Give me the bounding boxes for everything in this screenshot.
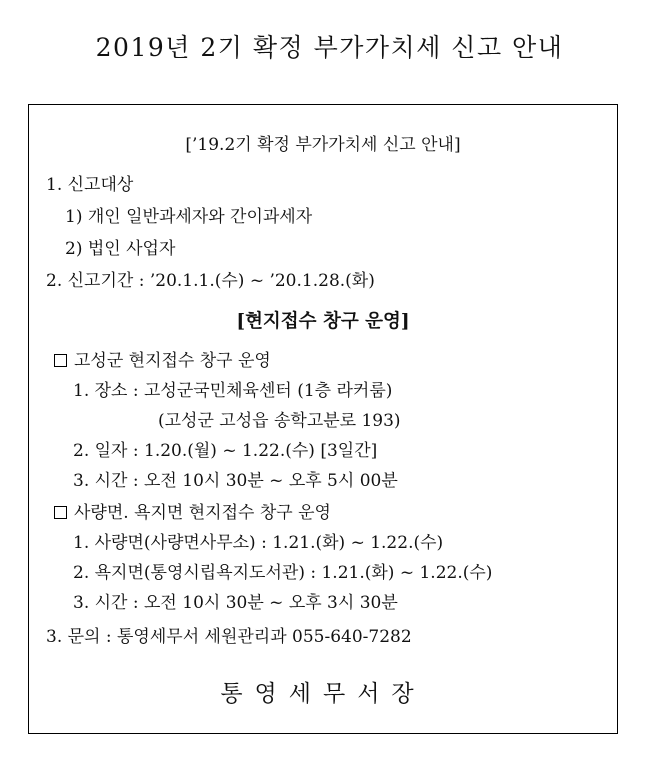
yokji-item: 2. 욕지면(통영시립욕지도서관) : 1.21.(화) ~ 1.22.(수) <box>73 563 493 583</box>
goseong-dates: 2. 일자 : 1.20.(월) ~ 1.22.(수) [3일간] <box>73 441 378 461</box>
notice-box <box>28 104 618 734</box>
saryang-heading <box>54 503 331 523</box>
onsite-heading: [현지접수 창구 운영] <box>236 311 410 332</box>
goseong-heading-text: 고성군 현지접수 창구 운영 <box>74 351 271 371</box>
target-item-individual: 1) 개인 일반과세자와 간이과세자 <box>65 207 313 227</box>
section-target-heading: 1. 신고대상 <box>46 175 134 195</box>
office-signature: 통영세무서장 <box>220 681 426 707</box>
target-item-corporate: 2) 법인 사업자 <box>65 239 176 259</box>
goseong-place: 1. 장소 : 고성군국민체육센터 (1층 라커룸) <box>73 381 393 401</box>
saryang-item: 1. 사량면(사량면사무소) : 1.21.(화) ~ 1.22.(수) <box>73 533 444 553</box>
page-title: 2019년 2기 확정 부가가치세 신고 안내 <box>95 33 564 62</box>
notice-subtitle: [’19.2기 확정 부가가치세 신고 안내] <box>185 135 461 155</box>
saryang-heading-text: 사량면. 욕지면 현지접수 창구 운영 <box>74 503 331 523</box>
checkbox-square-icon <box>54 506 67 519</box>
checkbox-square-icon <box>54 354 67 367</box>
goseong-heading <box>54 351 271 371</box>
goseong-address: (고성군 고성읍 송학고분로 193) <box>158 411 401 431</box>
section-period: 2. 신고기간 : ’20.1.1.(수) ~ ’20.1.28.(화) <box>46 271 375 291</box>
saryang-time: 3. 시간 : 오전 10시 30분 ~ 오후 3시 30분 <box>73 593 398 613</box>
goseong-time: 3. 시간 : 오전 10시 30분 ~ 오후 5시 00분 <box>73 471 398 491</box>
section-contact: 3. 문의 : 통영세무서 세원관리과 055-640-7282 <box>46 627 412 647</box>
